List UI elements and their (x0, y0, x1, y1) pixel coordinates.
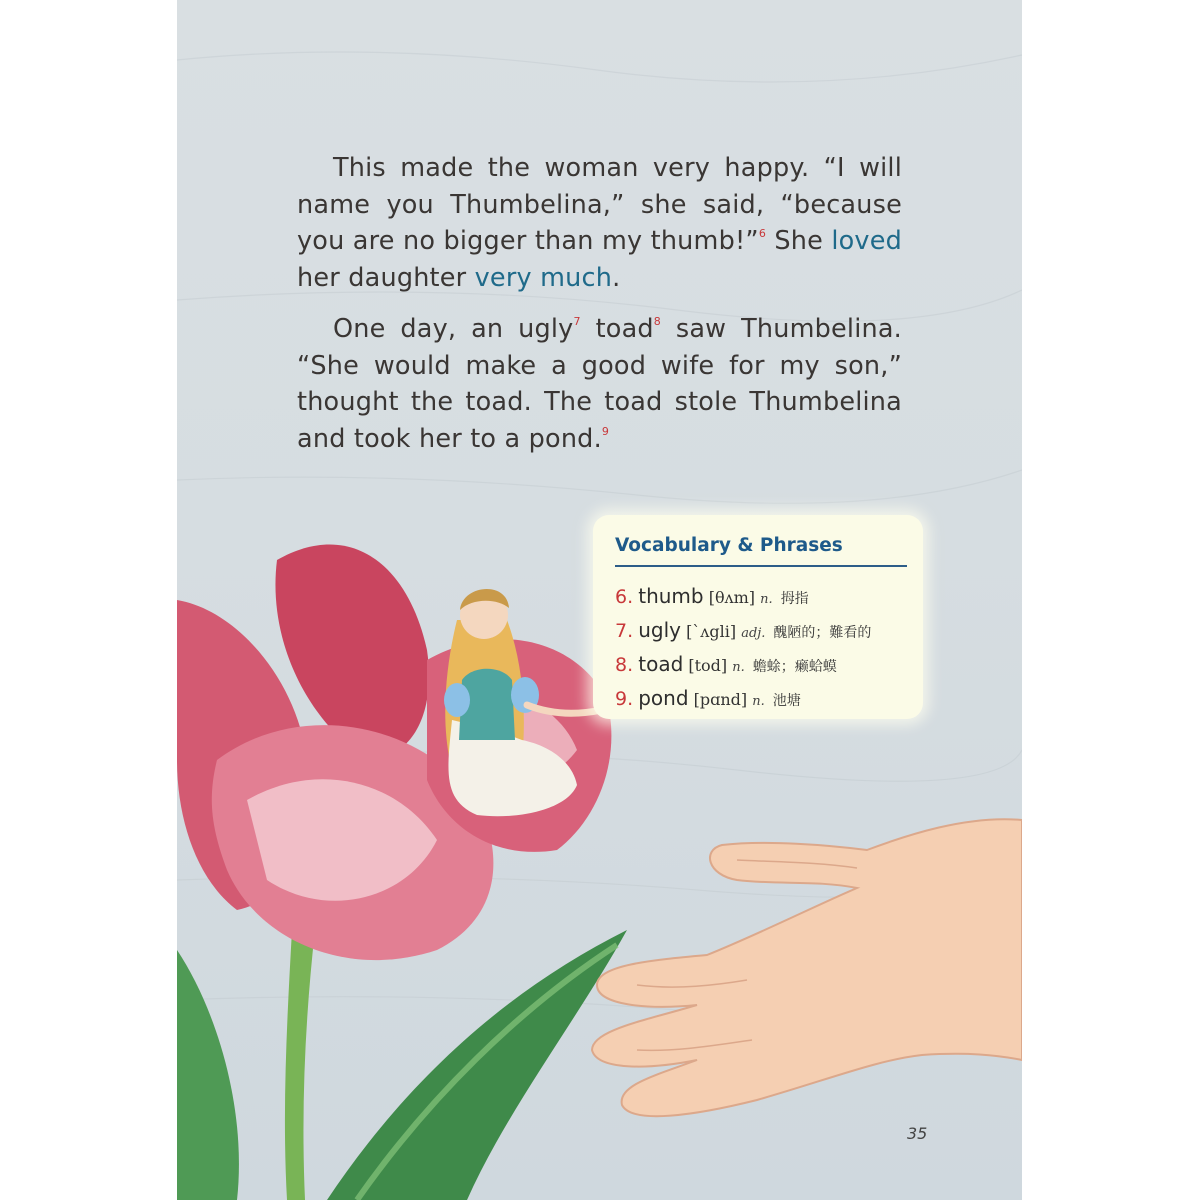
story-paragraph-2: One day, an ugly$^7$ toad$^8$ saw Thumbelina. “She would make a good wife for my son,” thought the toad. The toad stole Thumbelina and took her to a pond.$^9$ (297, 314, 902, 454)
vocabulary-title: Vocabulary & Phrases (615, 535, 907, 567)
footnote-8: 8 (653, 315, 661, 328)
page-number: 35 (907, 1124, 928, 1143)
story-paragraph-1: This made the woman very happy. “I will name you Thumbelina,” she said, “because you are no bigger than my thumb!”$^6$ She loved her daughter very much. (297, 153, 902, 293)
vocab-item: 6. thumb [θʌm] n. 拇指 (615, 584, 809, 608)
footnote-9: 9 (601, 424, 610, 438)
highlight-very-much: very much (474, 262, 613, 293)
highlight-loved: loved (831, 226, 902, 256)
vocab-item: 8. toad [tod] n. 蟾蜍；癞蛤蟆 (615, 652, 837, 676)
tulip-stem (285, 930, 315, 1200)
footnote-6: 6 (758, 227, 767, 240)
footnote-7: 7 (573, 315, 581, 328)
vocab-item: 7. ugly [ˋʌgli] adj. 醜陋的；難看的 (615, 618, 872, 642)
book-page (177, 0, 1022, 1200)
vocabulary-list (615, 579, 871, 715)
vocabulary-box (593, 515, 923, 719)
vocab-item: 9. pond [pɑnd] n. 池塘 (615, 686, 801, 710)
tulip-leaf-left (177, 950, 239, 1200)
